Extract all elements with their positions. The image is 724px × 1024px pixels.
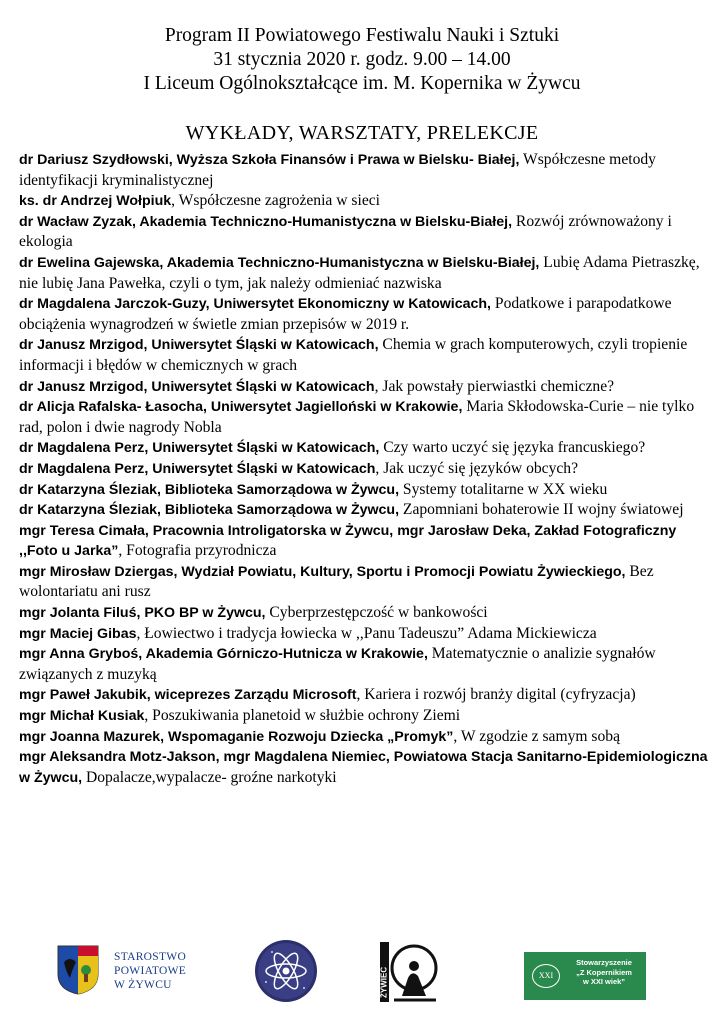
lecture-topic: Chemia w grach komputerowych, czyli tropienie informacji i błędów w chemicznych w grach	[19, 336, 688, 374]
speaker-name: mgr Joanna Mazurek, Wspomaganie Rozwoju Dziecka „Promyk”	[19, 728, 454, 745]
lecture-entry	[19, 480, 709, 501]
lecture-topic: Dopalacze,wypalacze- groźne narkotyki	[82, 768, 337, 786]
speaker-name: mgr Maciej Gibas	[19, 625, 137, 642]
lecture-entry	[19, 438, 709, 459]
starostwo-line3: W ŻYWCU	[114, 979, 172, 991]
speaker-name: dr Magdalena Perz, Uniwersytet Śląski w Katowicach	[19, 460, 376, 477]
lecture-entry	[19, 294, 709, 335]
speaker-name: dr Dariusz Szydłowski, Wyższa Szkoła Finansów i Prawa w Bielsku- Białej,	[19, 152, 520, 168]
lecture-topic: , Kariera i rozwój branży digital (cyfryzacja)	[356, 686, 636, 704]
lecture-entry	[19, 603, 709, 624]
starostwo-text	[114, 950, 186, 992]
speaker-name: dr Magdalena Jarczok-Guzy, Uniwersytet Ekonomiczny w Katowicach,	[19, 296, 491, 313]
lecture-topic: , Łowiectwo i tradycja łowiecka w ,,Panu Tadeuszu” Adama Mickiewicza	[136, 624, 597, 642]
lecture-topic: , Jak powstały pierwiastki chemiczne?	[374, 377, 615, 395]
lecture-entry	[19, 706, 709, 727]
lecture-topic: Matematycznie o analizie sygnałów związanych z muzyką	[19, 645, 656, 683]
lecture-entry	[19, 521, 709, 562]
sponsor-logos	[0, 938, 724, 1004]
stowarzyszenie-line1: Stowarzyszenie	[576, 958, 632, 967]
lecture-entry	[19, 500, 709, 521]
lecture-entry	[19, 459, 709, 480]
lecture-entry	[19, 191, 709, 212]
lecture-entry	[19, 562, 709, 603]
speaker-name: mgr Mirosław Dziergas, Wydział Powiatu, Kultury, Sportu i Promocji Powiatu Żywieckiego,	[19, 563, 626, 580]
lecture-entry	[19, 335, 709, 376]
starostwo-line1: STAROSTWO	[114, 951, 187, 963]
speaker-name: dr Katarzyna Śleziak, Biblioteka Samorządowa w Żywcu,	[19, 481, 400, 498]
lecture-entry	[19, 212, 709, 253]
coat-of-arms-icon	[56, 944, 100, 996]
festival-atom-logo	[252, 938, 320, 1004]
lecture-entry	[19, 253, 709, 294]
section-title: WYKŁADY, WARSZTATY, PRELEKCJE	[185, 122, 539, 144]
lecture-entry	[19, 644, 709, 685]
lecture-topic: Podatkowe i parapodatkowe obciążenia wynagrodzeń w świetle zmian przepisów w 2019 r.	[19, 295, 672, 333]
header-title: Program II Powiatowego Festiwalu Nauki i Sztuki	[164, 25, 560, 46]
lecture-topic: Maria Skłodowska-Curie – nie tylko rad, polon i dwie nagrody Nobla	[19, 398, 695, 436]
lecture-entry	[19, 624, 709, 645]
lecture-topic: Zapomniani bohaterowie II wojny światowej	[399, 501, 684, 519]
lecture-entry	[19, 377, 709, 398]
lecture-entry	[19, 685, 709, 706]
stowarzyszenie-logo	[524, 952, 646, 1000]
speaker-name: mgr Teresa Cimała, Pracownia Introligatorska w Żywcu, mgr Jarosław Deka, Zakład Fotograficzny ,,Foto u Jarka”	[19, 522, 677, 560]
header-date: 31 stycznia 2020 r. godz. 9.00 – 14.00	[213, 49, 511, 70]
lecture-topic: Rozwój zrównoważony i ekologia	[19, 212, 672, 251]
header-venue: I Liceum Ogólnokształcące im. M. Kopernika w Żywcu	[143, 73, 581, 94]
speaker-name: mgr Paweł Jakubik, wiceprezes Zarządu Microsoft	[19, 687, 357, 704]
lecture-topic: , Współczesne zagrożenia w sieci	[171, 192, 380, 210]
lecture-topic: Bez wolontariatu ani rusz	[19, 562, 654, 601]
speaker-name: mgr Michał Kusiak	[19, 708, 145, 725]
xxi-badge: XXI	[532, 964, 560, 988]
lecture-topic: , W zgodzie z samym sobą	[453, 727, 620, 745]
lecture-entry	[19, 397, 709, 438]
stowarzyszenie-line3: w XXI wiek”	[582, 977, 626, 986]
zywiec-mountain-logo	[380, 938, 438, 1004]
stowarzyszenie-line2: „Z Kopernikiem	[576, 967, 632, 977]
lecture-topic: , Poszukiwania planetoid w służbie ochrony Ziemi	[144, 707, 461, 725]
speaker-name: mgr Aleksandra Motz-Jakson, mgr Magdalena Niemiec, Powiatowa Stacja Sanitarno-Epidemiologiczna w Żywcu,	[19, 749, 708, 786]
speaker-name: dr Ewelina Gajewska, Akademia Techniczno-Humanistyczna w Bielsku-Białej,	[19, 254, 540, 271]
lecture-topic: , Jak uczyć się języków obcych?	[375, 459, 579, 477]
speaker-name: dr Janusz Mrzigod, Uniwersytet Śląski w Katowicach,	[19, 337, 379, 354]
lecture-entry	[19, 150, 709, 191]
starostwo-line2: POWIATOWE	[114, 965, 187, 977]
stowarzyszenie-text	[564, 958, 644, 987]
speaker-name: mgr Jolanta Filuś, PKO BP w Żywcu,	[19, 605, 266, 622]
document-header	[0, 24, 724, 96]
lecture-topic: Systemy totalitarne w XX wieku	[399, 480, 608, 498]
speaker-name: dr Alicja Rafalska- Łasocha, Uniwersytet Jagielloński w Krakowie,	[19, 399, 463, 416]
lecture-list	[19, 150, 709, 788]
lecture-topic: Lubię Adama Pietraszkę, nie lubię Jana Pawełka, czyli o tym, jak należy odmieniać nazwiska	[19, 253, 700, 292]
speaker-name: dr Wacław Zyzak, Akademia Techniczno-Humanistyczna w Bielsku-Białej,	[19, 213, 513, 230]
lecture-topic: , Fotografia przyrodnicza	[118, 542, 277, 560]
speaker-name: dr Magdalena Perz, Uniwersytet Śląski w Katowicach,	[19, 440, 380, 457]
lecture-entry	[19, 727, 709, 748]
speaker-name: mgr Anna Gryboś, Akademia Górniczo-Hutnicza w Krakowie,	[19, 646, 428, 663]
speaker-name: dr Janusz Mrzigod, Uniwersytet Śląski w Katowicach	[19, 378, 375, 395]
zywiec-text: ŻYWIEC	[380, 966, 389, 998]
speaker-name: dr Katarzyna Śleziak, Biblioteka Samorządowa w Żywcu,	[19, 502, 400, 519]
starostwo-logo	[56, 944, 206, 1000]
speaker-name: ks. dr Andrzej Wołpiuk	[19, 193, 172, 210]
lecture-entry	[19, 747, 709, 788]
lecture-topic: Współczesne metody identyfikacji kryminalistycznej	[19, 151, 656, 189]
lecture-topic: Czy warto uczyć się języka francuskiego?	[379, 439, 646, 457]
lecture-topic: Cyberprzestępczość w bankowości	[265, 604, 488, 622]
